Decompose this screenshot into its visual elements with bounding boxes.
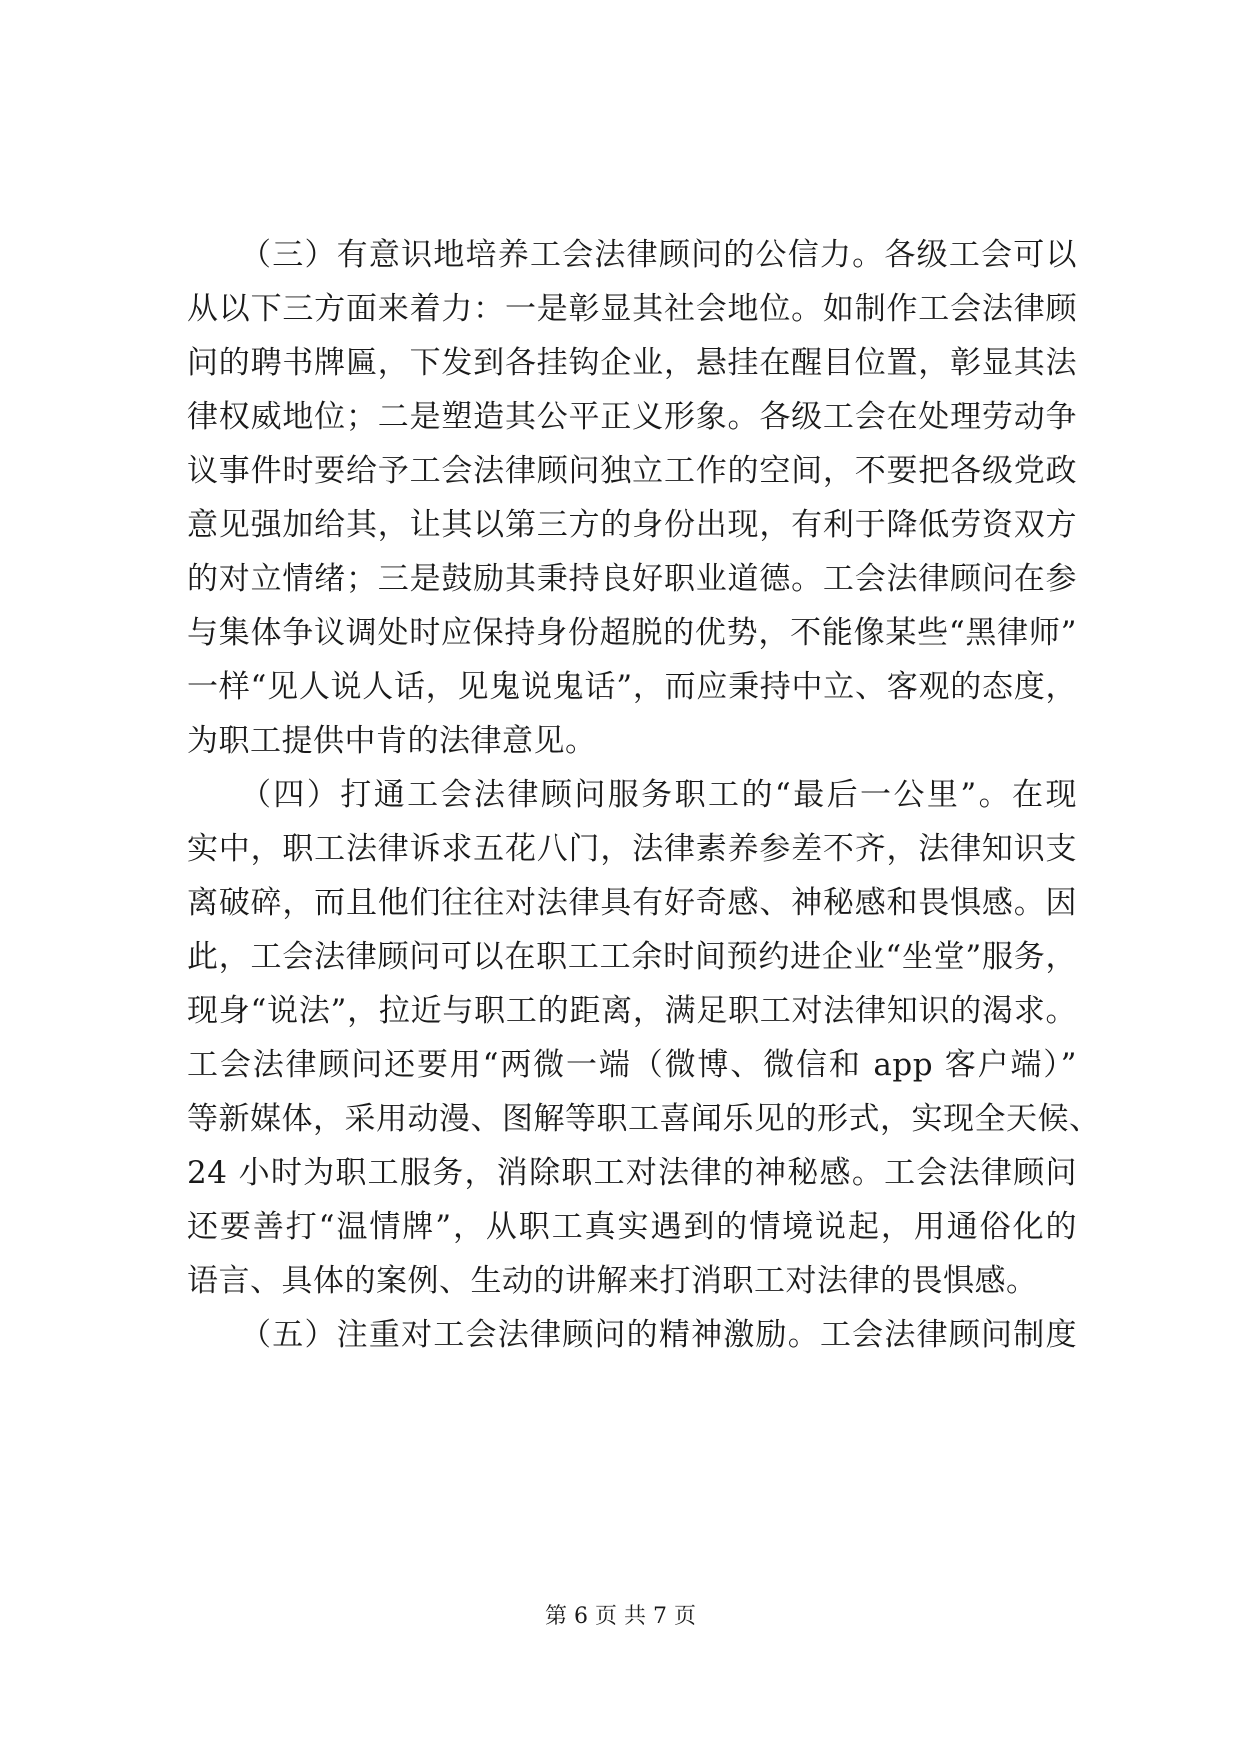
text-line: 与集体争议调处时应保持身份超脱的优势，不能像某些“黑律师”: [187, 615, 1077, 651]
text-line: 一样“见人说人话，见鬼说鬼话”，而应秉持中立、客观的态度，: [187, 669, 1077, 705]
document-body: [187, 228, 1101, 1362]
text-line: 等新媒体，采用动漫、图解等职工喜闻乐见的形式，实现全天候、: [187, 1101, 1101, 1137]
text-line: 24 小时为职工服务，消除职工对法律的神秘感。工会法律顾问: [187, 1155, 1077, 1191]
text-line: 律权威地位；二是塑造其公平正义形象。各级工会在处理劳动争: [187, 399, 1077, 435]
text-line: 离破碎，而且他们往往对法律具有好奇感、神秘感和畏惧感。因: [187, 885, 1077, 921]
text-line: （三）有意识地培养工会法律顾问的公信力。各级工会可以: [240, 237, 1077, 273]
text-line: 的对立情绪；三是鼓励其秉持良好职业道德。工会法律顾问在参: [187, 561, 1077, 597]
text-line: 议事件时要给予工会法律顾问独立工作的空间，不要把各级党政: [187, 453, 1077, 489]
text-line: （五）注重对工会法律顾问的精神激励。工会法律顾问制度: [240, 1317, 1077, 1353]
text-line: 此，工会法律顾问可以在职工工余时间预约进企业“坐堂”服务，: [187, 939, 1077, 975]
text-line: 语言、具体的案例、生动的讲解来打消职工对法律的畏惧感。: [187, 1263, 1038, 1299]
text-line: 还要善打“温情牌”，从职工真实遇到的情境说起，用通俗化的: [187, 1209, 1077, 1245]
text-line: 为职工提供中肯的法律意见。: [187, 723, 597, 759]
text-line: 从以下三方面来着力：一是彰显其社会地位。如制作工会法律顾: [187, 291, 1077, 327]
text-line: 实中，职工法律诉求五花八门，法律素养参差不齐，法律知识支: [187, 831, 1077, 867]
text-line: （四）打通工会法律顾问服务职工的“最后一公里”。在现: [240, 777, 1077, 813]
paragraph-4: [187, 768, 1101, 1308]
page-number-footer: 第 6 页 共 7 页: [545, 1604, 696, 1629]
paragraph-5: [187, 1308, 1077, 1362]
text-line: 工会法律顾问还要用“两微一端（微博、微信和 app 客户端）”: [187, 1047, 1077, 1083]
text-line: 现身“说法”，拉近与职工的距离，满足职工对法律知识的渴求。: [187, 993, 1077, 1029]
text-line: 问的聘书牌匾，下发到各挂钩企业，悬挂在醒目位置，彰显其法: [187, 345, 1077, 381]
paragraph-3: [187, 228, 1077, 768]
text-line: 意见强加给其，让其以第三方的身份出现，有利于降低劳资双方: [187, 507, 1077, 543]
